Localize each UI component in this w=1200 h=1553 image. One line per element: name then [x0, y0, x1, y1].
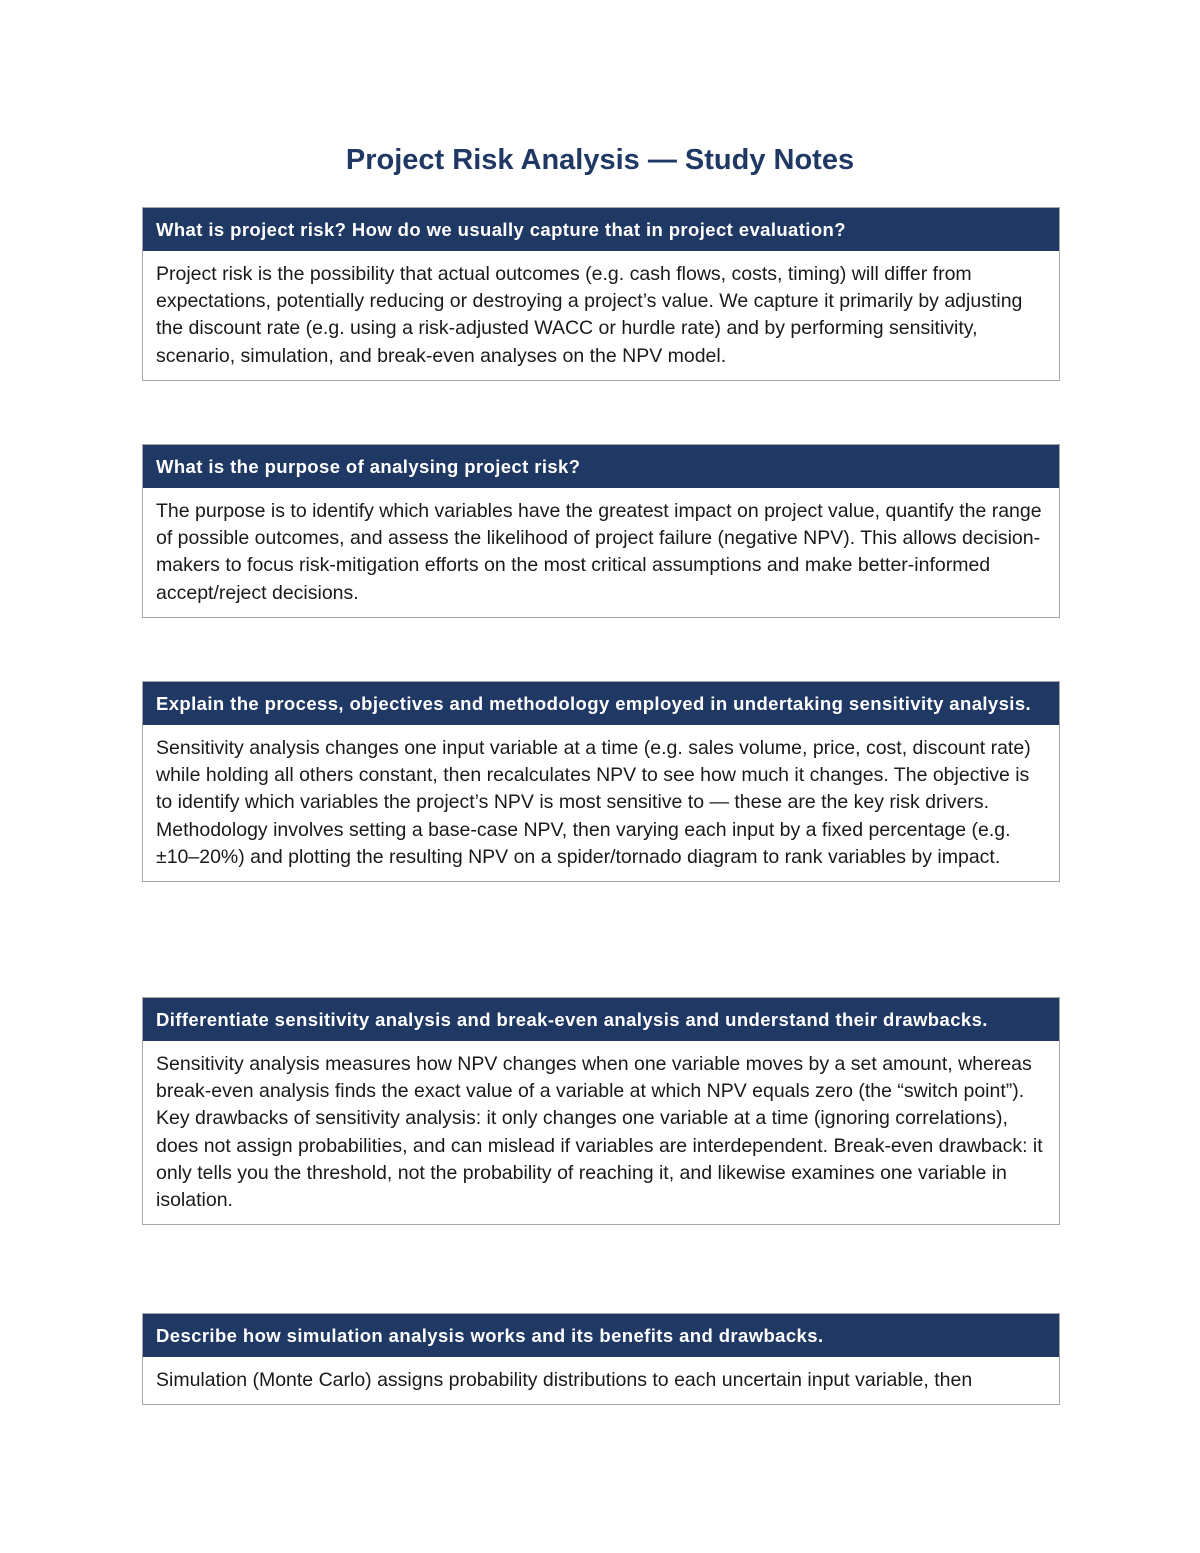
question-heading: Differentiate sensitivity analysis and break-even analysis and understand their drawbacks. [143, 998, 1059, 1041]
qa-card-purpose [142, 444, 1060, 618]
qa-card-sensitivity-vs-breakeven [142, 997, 1060, 1225]
question-heading: Describe how simulation analysis works and its benefits and drawbacks. [143, 1314, 1059, 1357]
question-heading: What is project risk? How do we usually capture that in project evaluation? [143, 208, 1059, 251]
qa-card-project-risk [142, 207, 1060, 381]
answer-text: Sensitivity analysis measures how NPV changes when one variable moves by a set amount, whereas break-even analysis finds the exact value of a variable at which NPV equals zero (the “switch point”). Key drawbacks of sensitivity analysis: it only changes one variable at a time (ignoring correlations), does not assign probabilities, and can mislead if variables are interdependent. Break-even drawback: it only tells you the threshold, not the probability of reaching it, and likewise examines one variable in isolation. [156, 1053, 1043, 1212]
answer-text: Sensitivity analysis changes one input variable at a time (e.g. sales volume, price, cost, discount rate) while holding all others constant, then recalculates NPV to see how much it changes. The objective is to identify which variables the project’s NPV is most sensitive to — these are the key risk drivers. Methodology involves setting a base-case NPV, then varying each input by a fixed percentage (e.g. ±10–20%) and plotting the resulting NPV on a spider/tornado diagram to rank variables by impact. [156, 737, 1031, 868]
question-heading: What is the purpose of analysing project risk? [143, 445, 1059, 488]
qa-card-simulation-analysis [142, 1313, 1060, 1405]
answer-text: Project risk is the possibility that actual outcomes (e.g. cash flows, costs, timing) will differ from expectations, potentially reducing or destroying a project’s value. We capture it primarily by adjusting the discount rate (e.g. using a risk-adjusted WACC or hurdle rate) and by performing sensitivity, scenario, simulation, and break-even analyses on the NPV model. [156, 263, 1023, 367]
qa-card-sensitivity-analysis [142, 681, 1060, 882]
answer-text: Simulation (Monte Carlo) assigns probability distributions to each uncertain input variable, then [156, 1369, 973, 1391]
page-title: Project Risk Analysis — Study Notes [345, 144, 855, 176]
answer-text: The purpose is to identify which variables have the greatest impact on project value, quantify the range of possible outcomes, and assess the likelihood of project failure (negative NPV). This allows decision-makers to focus risk-mitigation efforts on the most critical assumptions and make better-informed accept/reject decisions. [156, 500, 1042, 604]
question-heading: Explain the process, objectives and methodology employed in undertaking sensitivity analysis. [143, 682, 1059, 725]
